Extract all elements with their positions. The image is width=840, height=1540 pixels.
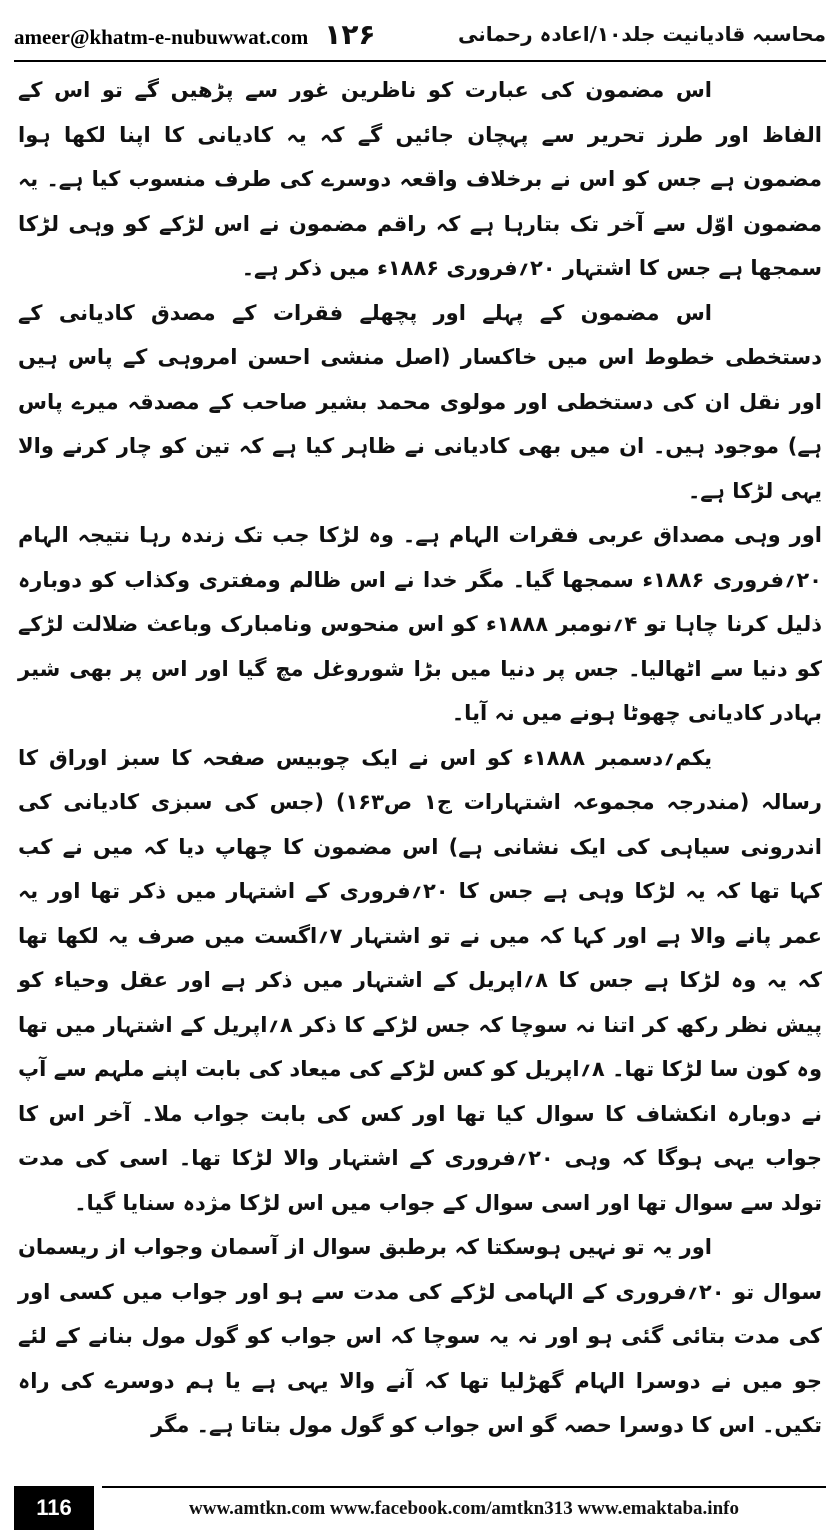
paragraph-4: یکم؍دسمبر ۱۸۸۸ء کو اس نے ایک چوبیس صفحہ کا سبز اوراق کا رسالہ (مندرجہ مجموعہ اشتہارات ج۱ ص۱۶۳) (جس کی سبزی کادیانی کی اندرونی سیاہی کی ایک نشانی ہے) اس مضمون کا چھاپ دیا کہ میں نے کب کہا تھا کہ یہ لڑکا وہی ہے جس کا ۲۰؍فروری کے اشتہار میں ذکر تھا اور یہ عمر پانے والا ہے اور کہا کہ میں نے تو اشتہار ۷؍اگست میں صرف یہ لکھا تھا کہ یہ وہ لڑکا ہے جس کا ۸؍اپریل کے اشتہار میں ذکر ہے اور عقل وحیاء کو پیش نظر رکھ کر اتنا نہ سوچا کہ جس لڑکے کا ذکر ۸؍اپریل کے اشتہار میں تھا وہ کون سا لڑکا تھا۔ ۸؍اپریل کو کس لڑکے کی میعاد کی بابت اپنے ملہم سے آپ نے دوبارہ انکشاف کا سوال کیا تھا اور کس کی بابت جواب ملا۔ آخر اس کا جواب یہی ہوگا کہ وہی ۲۰؍فروری کے اشتہار والا لڑکا تھا۔ اسی کی مدت تولد سے سوال تھا اور اسی سوال کے جواب میں اس لڑکا مژدہ سنایا گیا۔ — [18, 745, 823, 1215]
header-email: ameer@khatm-e-nubuwwat.com — [14, 24, 309, 49]
header-page-number: ۱۲۶ — [324, 17, 376, 51]
paragraph-2: اس مضمون کے پہلے اور پچھلے فقرات کے مصدق کادیانی کے دستخطی خطوط اس میں خاکسار (اصل منشی احسن امروہی کے پاس ہیں اور نقل ان کی دستخطی اور مولوی محمد بشیر صاحب کے مصدقہ میرے پاس ہے) موجود ہیں۔ ان میں بھی کادیانی نے ظاہر کیا ہے کہ تین کو چار کرنے والا یہی لڑکا ہے۔ — [18, 300, 822, 503]
book-title: محاسبہ قادیانیت جلد۱۰/اعادہ رحمانی — [458, 22, 826, 46]
paragraph-3: اور وہی مصداق عربی فقرات الہام ہے۔ وہ لڑکا جب تک زندہ رہا نتیجہ الہام ۲۰؍فروری ۱۸۸۶ء سمجھا گیا۔ مگر خدا نے اس ظالم ومفتری وکذاب کو دوبارہ ذلیل کرنا چاہا تو ۴؍نومبر ۱۸۸۸ء کو اس منحوس ونامبارک وباعث ضلالت لڑکے کو دنیا سے اٹھالیا۔ جس پر دنیا میں بڑا شوروغل مچ گیا اور اس پر بھی شیر بہادر کادیانی چھوٹا ہونے میں نہ آیا۔ — [18, 523, 822, 725]
footer-links[interactable]: www.amtkn.com www.facebook.com/amtkn313 www.emaktaba.info — [102, 1486, 826, 1530]
header-rule — [14, 60, 826, 62]
page-body — [18, 68, 822, 1448]
paragraph-1: اس مضمون کی عبارت کو ناظرین غور سے پڑھیں گے تو اس کے الفاظ اور طرز تحریر سے پہچان جائیں گے کہ یہ کادیانی کا اپنا لکھا ہوا مضمون ہے جس کو اس نے برخلاف واقعہ دوسرے کی طرف منسوب کیا ہے۔ یہ مضمون اوّل سے آخر تک بتارہا ہے کہ راقم مضمون نے اس لڑکے کو وہی لڑکا سمجھا ہے جس کا اشتہار ۲۰؍فروری ۱۸۸۶ء میں ذکر ہے۔ — [18, 78, 822, 280]
page-header — [14, 12, 826, 56]
paragraph-5: اور یہ تو نہیں ہوسکتا کہ برطبق سوال از آسمان وجواب از ریسمان سوال تو ۲۰؍فروری کے الہامی لڑکے کی مدت سے ہو اور جواب میں کسی اور کی مدت بتائی گئی ہو اور نہ یہ سوچا کہ اس جواب کو گول مول بنانے کے لئے جو میں نے دوسرا الہام گھڑلیا تھا کہ آنے والا یہی ہے یا ہم دوسرے کی راہ تکیں۔ اس کا دوسرا حصہ گو اس جواب کو گول مول بتاتا ہے۔ مگر — [18, 1235, 822, 1437]
header-left — [14, 18, 376, 51]
footer-page-number: 116 — [14, 1486, 94, 1530]
page-footer — [14, 1486, 826, 1530]
